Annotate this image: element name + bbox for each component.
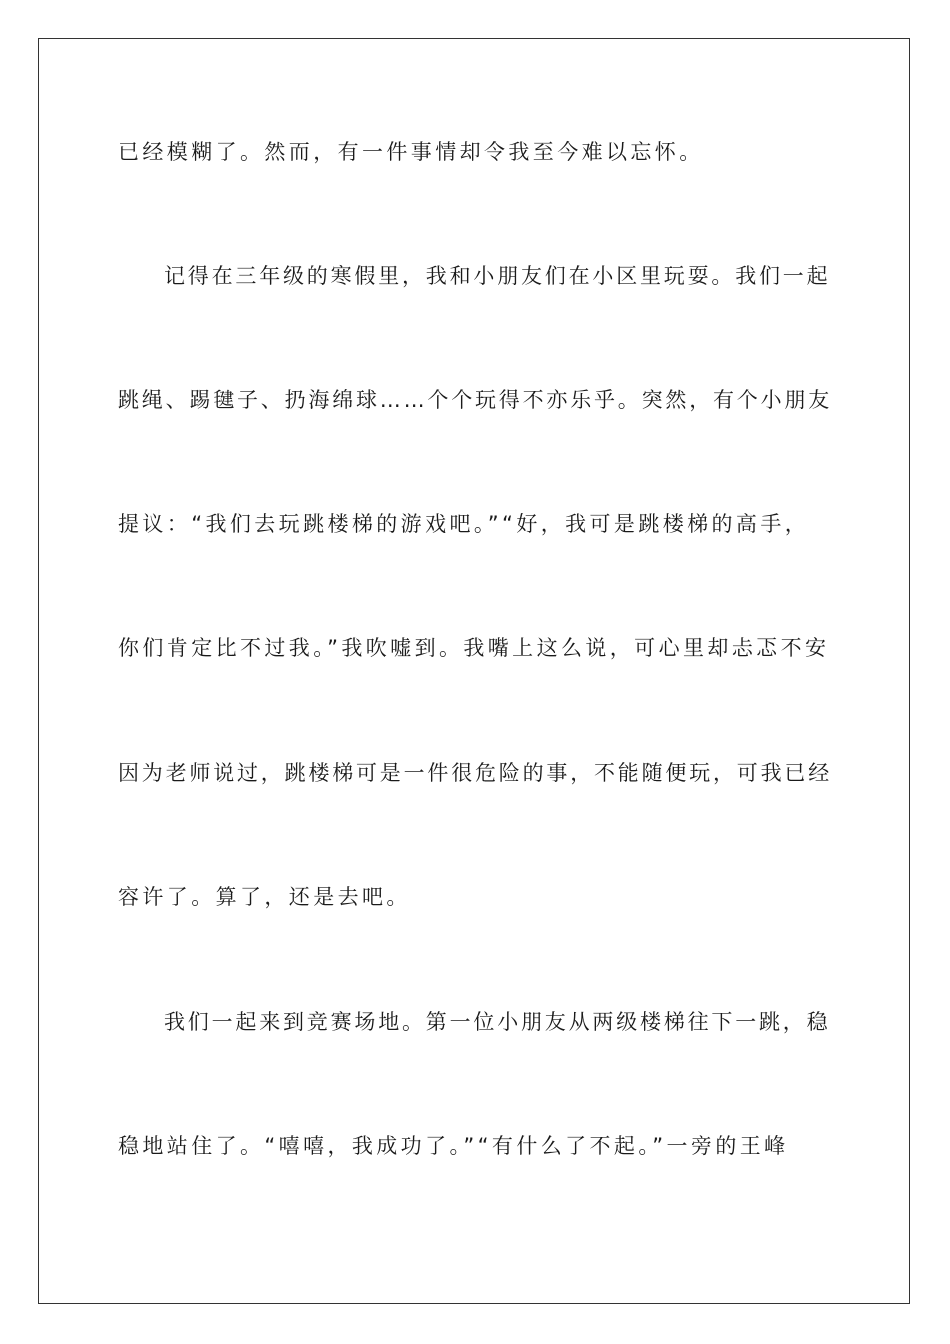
page-frame bbox=[38, 38, 910, 1304]
text-line-9: 稳地站住了。“嘻嘻，我成功了。”“有什么了不起。”一旁的王峰 bbox=[118, 1134, 789, 1158]
text-line-4: 提议：“我们去玩跳楼梯的游戏吧。”“好，我可是跳楼梯的高手， bbox=[118, 512, 810, 536]
text-line-5: 你们肯定比不过我。”我吹嘘到。我嘴上这么说，可心里却忐忑不安 bbox=[118, 636, 830, 660]
text-line-8: 我们一起来到竞赛场地。第一位小朋友从两级楼梯往下一跳，稳 bbox=[164, 1010, 831, 1034]
text-line-3: 跳绳、踢毽子、扔海绵球……个个玩得不亦乐乎。突然，有个小朋友 bbox=[118, 388, 832, 412]
text-line-1: 已经模糊了。然而，有一件事情却令我至今难以忘怀。 bbox=[118, 140, 704, 164]
text-line-2: 记得在三年级的寒假里，我和小朋友们在小区里玩耍。我们一起 bbox=[164, 264, 831, 288]
text-line-7: 容许了。算了，还是去吧。 bbox=[118, 885, 411, 909]
text-line-6: 因为老师说过，跳楼梯可是一件很危险的事，不能随便玩，可我已经 bbox=[118, 761, 832, 785]
